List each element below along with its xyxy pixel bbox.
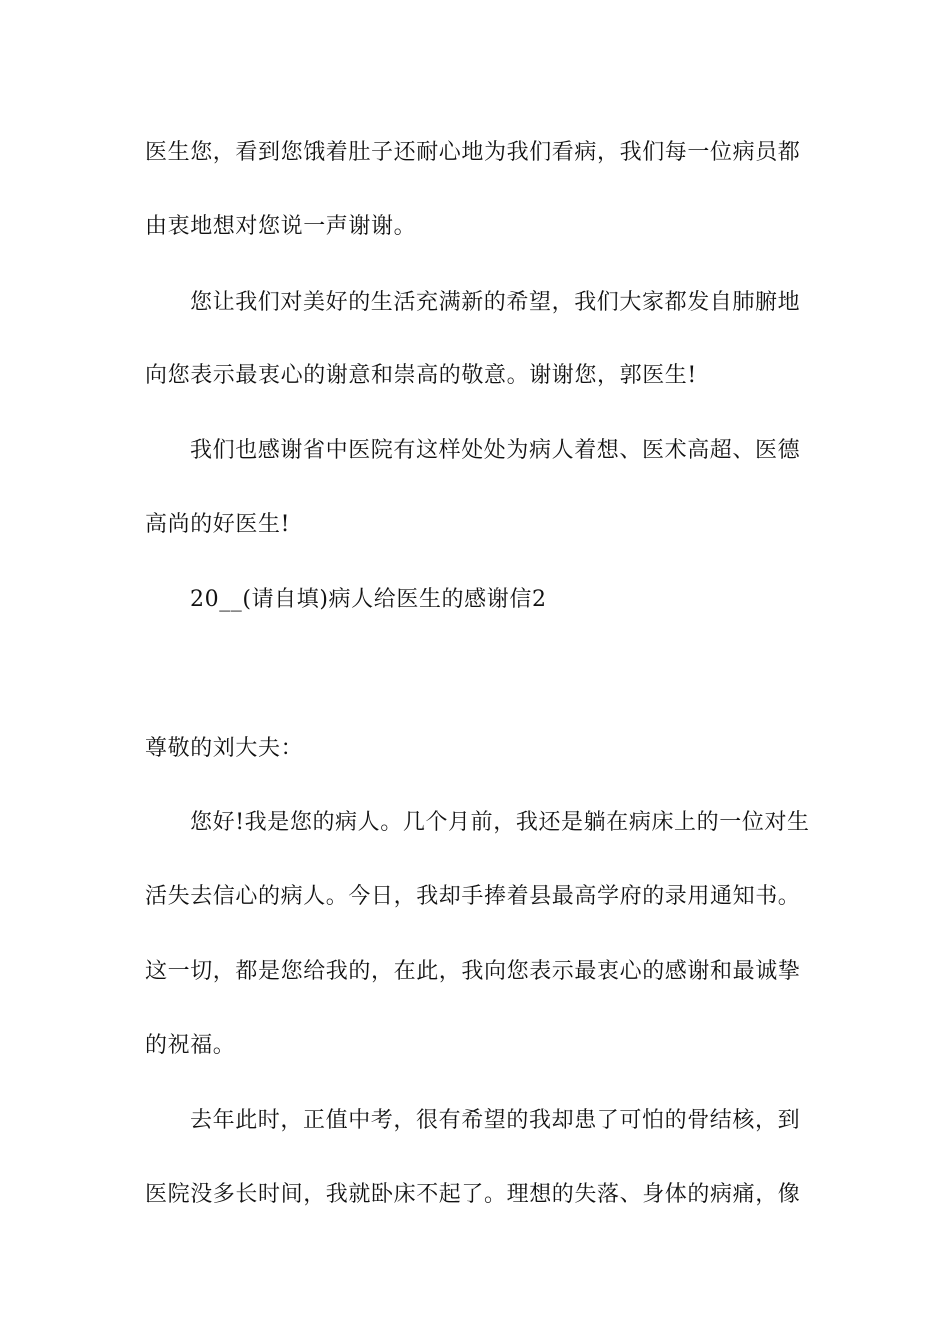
paragraph-line: 的祝福。 xyxy=(145,1033,236,1058)
paragraph-line: 您让我们对美好的生活充满新的希望，我们大家都发自肺腑地 xyxy=(190,290,801,315)
paragraph-line: 向您表示最衷心的谢意和崇高的敬意。谢谢您，郭医生! xyxy=(145,363,697,388)
paragraph-line: 我们也感谢省中医院有这样处处为病人着想、医术高超、医德 xyxy=(190,438,801,463)
paragraph-line: 活失去信心的病人。今日，我却手捧着县最高学府的录用通知书。 xyxy=(145,884,801,909)
paragraph-line: 去年此时，正值中考，很有希望的我却患了可怕的骨结核，到 xyxy=(190,1108,801,1133)
paragraph-line: 高尚的好医生! xyxy=(145,512,291,537)
paragraph-line: 这一切，都是您给我的，在此，我向您表示最衷心的感谢和最诚挚 xyxy=(145,959,801,984)
paragraph-line: 由衷地想对您说一声谢谢。 xyxy=(145,214,417,239)
paragraph-line: 医生您，看到您饿着肚子还耐心地为我们看病，我们每一位病员都 xyxy=(145,140,801,165)
salutation: 尊敬的刘大夫： xyxy=(145,736,304,761)
paragraph-line: 医院没多长时间，我就卧床不起了。理想的失落、身体的病痛，像 xyxy=(145,1182,801,1207)
section-heading: 20__(请自填)病人给医生的感谢信2 xyxy=(190,587,547,612)
paragraph-line: 您好!我是您的病人。几个月前，我还是躺在病床上的一位对生 xyxy=(190,810,810,835)
